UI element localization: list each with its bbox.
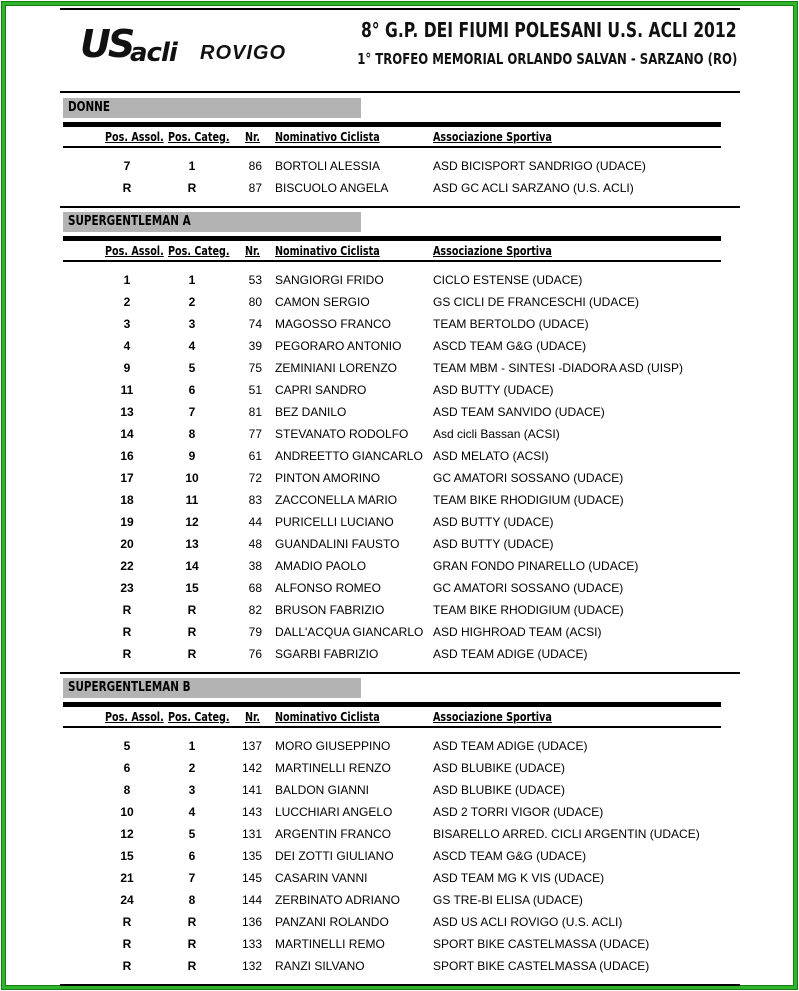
table-row — [60, 534, 740, 556]
table-row — [60, 156, 740, 178]
pos-assol-cell: 11 — [120, 383, 134, 397]
rider-name-cell: DALL'ACQUA GIANCARLO — [275, 625, 424, 639]
rider-name-cell: SGARBI FABRIZIO — [275, 647, 379, 661]
column-header-pos-assol: Pos. Assol. — [105, 130, 164, 144]
pos-assol-cell: 22 — [120, 559, 134, 573]
team-cell: TEAM BERTOLDO (UDACE) — [433, 317, 589, 331]
bib-number-cell: 133 — [241, 937, 262, 951]
table-row — [60, 270, 740, 292]
table-row — [60, 934, 740, 956]
table-row — [60, 314, 740, 336]
team-cell: GC AMATORI SOSSANO (UDACE) — [433, 581, 624, 595]
category-bar — [63, 212, 361, 232]
table-row — [60, 512, 740, 534]
table-row — [60, 578, 740, 600]
table-row — [60, 758, 740, 780]
team-cell: ASD HIGHROAD TEAM (ACSI) — [433, 625, 602, 639]
table-row — [60, 802, 740, 824]
header-thick-rule — [63, 702, 721, 707]
table-row — [60, 600, 740, 622]
bib-number-cell: 77 — [248, 427, 262, 441]
pos-assol-cell: 1 — [123, 273, 131, 287]
pos-categ-cell: 1 — [188, 739, 196, 753]
pos-assol-cell: 12 — [120, 827, 134, 841]
category-bar — [63, 678, 361, 698]
pos-categ-cell: 7 — [188, 871, 196, 885]
bib-number-cell: 145 — [241, 871, 262, 885]
section-end-rule — [60, 984, 740, 986]
column-header-nominativo: Nominativo Ciclista — [275, 244, 380, 258]
table-row — [60, 336, 740, 358]
pos-categ-cell: 6 — [188, 849, 196, 863]
team-cell: ASD BICISPORT SANDRIGO (UDACE) — [433, 159, 646, 173]
table-row — [60, 912, 740, 934]
team-cell: SPORT BIKE CASTELMASSA (UDACE) — [433, 937, 650, 951]
rider-name-cell: STEVANATO RODOLFO — [275, 427, 409, 441]
rider-name-cell: BALDON GIANNI — [275, 783, 370, 797]
team-cell: ASD 2 TORRI VIGOR (UDACE) — [433, 805, 604, 819]
pos-categ-cell: 6 — [188, 383, 196, 397]
bib-number-cell: 144 — [241, 893, 262, 907]
bib-number-cell: 74 — [248, 317, 262, 331]
rider-name-cell: ANDREETTO GIANCARLO — [275, 449, 423, 463]
pos-assol-cell: 17 — [120, 471, 134, 485]
bib-number-cell: 141 — [241, 783, 262, 797]
pos-categ-cell: R — [187, 959, 197, 973]
rider-name-cell: BRUSON FABRIZIO — [275, 603, 385, 617]
pos-assol-cell: 4 — [123, 339, 131, 353]
pos-categ-cell: 11 — [185, 493, 199, 507]
team-cell: SPORT BIKE CASTELMASSA (UDACE) — [433, 959, 650, 973]
table-row — [60, 644, 740, 666]
column-header-associazione: Associazione Sportiva — [433, 130, 552, 144]
bib-number-cell: 142 — [241, 761, 262, 775]
rider-name-cell: MAGOSSO FRANCO — [275, 317, 392, 331]
pos-assol-cell: 3 — [123, 317, 131, 331]
logo-acli-text: acli — [130, 38, 177, 68]
pos-categ-cell: 1 — [188, 159, 196, 173]
pos-categ-cell: 3 — [188, 317, 196, 331]
pos-assol-cell: 14 — [120, 427, 134, 441]
rider-name-cell: ZERBINATO ADRIANO — [275, 893, 400, 907]
rider-name-cell: PURICELLI LUCIANO — [275, 515, 394, 529]
team-cell: ASD BLUBIKE (UDACE) — [433, 761, 566, 775]
table-row — [60, 490, 740, 512]
logo-us-text: US — [80, 22, 133, 66]
bib-number-cell: 135 — [241, 849, 262, 863]
pos-assol-cell: 19 — [120, 515, 134, 529]
city-label: ROVIGO — [200, 42, 287, 64]
pos-categ-cell: 2 — [188, 761, 196, 775]
table-row — [60, 556, 740, 578]
category-title: DONNE — [68, 100, 110, 115]
bib-number-cell: 80 — [248, 295, 262, 309]
table-row — [60, 890, 740, 912]
column-header-nominativo: Nominativo Ciclista — [275, 130, 380, 144]
team-cell: ASCD TEAM G&G (UDACE) — [433, 849, 587, 863]
team-cell: ASD TEAM MG K VIS (UDACE) — [433, 871, 605, 885]
pos-assol-cell: 8 — [123, 783, 131, 797]
rider-name-cell: MARTINELLI REMO — [275, 937, 385, 951]
table-row — [60, 780, 740, 802]
team-cell: Asd cicli Bassan (ACSI) — [433, 427, 560, 441]
top-rule — [60, 8, 740, 10]
pos-categ-cell: 9 — [188, 449, 196, 463]
column-header-pos-assol: Pos. Assol. — [105, 244, 164, 258]
bib-number-cell: 82 — [248, 603, 262, 617]
rider-name-cell: ZACCONELLA MARIO — [275, 493, 398, 507]
pos-categ-cell: 7 — [188, 405, 196, 419]
table-row — [60, 446, 740, 468]
rider-name-cell: ALFONSO ROMEO — [275, 581, 382, 595]
bib-number-cell: 39 — [248, 339, 262, 353]
table-row — [60, 424, 740, 446]
rider-name-cell: MARTINELLI RENZO — [275, 761, 391, 775]
table-row — [60, 824, 740, 846]
event-subtitle: 1° TROFEO MEMORIAL ORLANDO SALVAN - SARZANO (RO) — [356, 50, 737, 68]
pos-assol-cell: 6 — [123, 761, 131, 775]
rider-name-cell: GUANDALINI FAUSTO — [275, 537, 400, 551]
bib-number-cell: 72 — [248, 471, 262, 485]
team-cell: TEAM MBM - SINTESI -DIADORA ASD (UISP) — [433, 361, 684, 375]
pos-categ-cell: R — [187, 181, 197, 195]
pos-assol-cell: 10 — [120, 805, 134, 819]
pos-assol-cell: R — [122, 937, 132, 951]
pos-assol-cell: 13 — [120, 405, 134, 419]
header-rule — [60, 91, 740, 93]
pos-assol-cell: R — [122, 915, 132, 929]
rider-name-cell: RANZI SILVANO — [275, 959, 365, 973]
table-row — [60, 868, 740, 890]
column-header-pos-assol: Pos. Assol. — [105, 710, 164, 724]
section-end-rule — [60, 672, 740, 674]
column-header-nr: Nr. — [245, 130, 261, 144]
team-cell: TEAM BIKE RHODIGIUM (UDACE) — [433, 603, 624, 617]
pos-categ-cell: 5 — [188, 361, 196, 375]
bib-number-cell: 61 — [248, 449, 262, 463]
pos-categ-cell: 15 — [185, 581, 199, 595]
rider-name-cell: PEGORARO ANTONIO — [275, 339, 402, 353]
team-cell: ASD MELATO (ACSI) — [433, 449, 549, 463]
column-header-associazione: Associazione Sportiva — [433, 710, 552, 724]
bib-number-cell: 53 — [248, 273, 262, 287]
table-row — [60, 380, 740, 402]
bib-number-cell: 87 — [248, 181, 262, 195]
bib-number-cell: 79 — [248, 625, 262, 639]
bib-number-cell: 44 — [248, 515, 262, 529]
column-header-pos-categ: Pos. Categ. — [168, 130, 230, 144]
pos-assol-cell: 23 — [120, 581, 134, 595]
pos-assol-cell: 15 — [120, 849, 134, 863]
table-row — [60, 402, 740, 424]
team-cell: ASD BUTTY (UDACE) — [433, 383, 554, 397]
pos-assol-cell: 18 — [120, 493, 134, 507]
team-cell: ASCD TEAM G&G (UDACE) — [433, 339, 587, 353]
bib-number-cell: 83 — [248, 493, 262, 507]
rider-name-cell: SANGIORGI FRIDO — [275, 273, 384, 287]
rider-name-cell: DEI ZOTTI GIULIANO — [275, 849, 394, 863]
column-header-pos-categ: Pos. Categ. — [168, 244, 230, 258]
pos-assol-cell: R — [122, 603, 132, 617]
us-acli-logo — [80, 22, 190, 72]
bib-number-cell: 81 — [248, 405, 262, 419]
pos-categ-cell: R — [187, 647, 197, 661]
bib-number-cell: 137 — [241, 739, 262, 753]
pos-categ-cell: 10 — [185, 471, 199, 485]
team-cell: ASD TEAM ADIGE (UDACE) — [433, 739, 588, 753]
bib-number-cell: 131 — [241, 827, 262, 841]
table-row — [60, 468, 740, 490]
bib-number-cell: 86 — [248, 159, 262, 173]
pos-categ-cell: 4 — [188, 805, 196, 819]
pos-assol-cell: R — [122, 647, 132, 661]
table-row — [60, 178, 740, 200]
team-cell: ASD US ACLI ROVIGO (U.S. ACLI) — [433, 915, 623, 929]
pos-assol-cell: R — [122, 625, 132, 639]
table-row — [60, 622, 740, 644]
category-title: SUPERGENTLEMAN B — [68, 680, 191, 695]
column-header-pos-categ: Pos. Categ. — [168, 710, 230, 724]
rider-name-cell: ZEMINIANI LORENZO — [275, 361, 398, 375]
column-header-nominativo: Nominativo Ciclista — [275, 710, 380, 724]
table-row — [60, 846, 740, 868]
team-cell: ASD TEAM SANVIDO (UDACE) — [433, 405, 605, 419]
bib-number-cell: 132 — [241, 959, 262, 973]
pos-assol-cell: 9 — [123, 361, 131, 375]
pos-categ-cell: R — [187, 603, 197, 617]
team-cell: ASD TEAM ADIGE (UDACE) — [433, 647, 588, 661]
header-thick-rule — [63, 236, 721, 241]
pos-assol-cell: 20 — [120, 537, 134, 551]
team-cell: GC AMATORI SOSSANO (UDACE) — [433, 471, 624, 485]
bib-number-cell: 51 — [248, 383, 262, 397]
pos-categ-cell: 2 — [188, 295, 196, 309]
bib-number-cell: 143 — [241, 805, 262, 819]
bib-number-cell: 68 — [248, 581, 262, 595]
rider-name-cell: CAPRI SANDRO — [275, 383, 367, 397]
rider-name-cell: LUCCHIARI ANGELO — [275, 805, 393, 819]
pos-assol-cell: 24 — [120, 893, 134, 907]
pos-categ-cell: 8 — [188, 427, 196, 441]
pos-assol-cell: R — [122, 959, 132, 973]
team-cell: BISARELLO ARRED. CICLI ARGENTIN (UDACE) — [433, 827, 700, 841]
table-row — [60, 358, 740, 380]
pos-assol-cell: 5 — [123, 739, 131, 753]
team-cell: GRAN FONDO PINARELLO (UDACE) — [433, 559, 639, 573]
team-cell: ASD BUTTY (UDACE) — [433, 537, 554, 551]
team-cell: ASD BUTTY (UDACE) — [433, 515, 554, 529]
pos-categ-cell: 5 — [188, 827, 196, 841]
table-row — [60, 956, 740, 978]
bib-number-cell: 136 — [241, 915, 262, 929]
header-thin-rule — [63, 146, 721, 148]
rider-name-cell: PANZANI ROLANDO — [275, 915, 389, 929]
pos-assol-cell: 7 — [123, 159, 131, 173]
rider-name-cell: CAMON SERGIO — [275, 295, 370, 309]
section-end-rule — [60, 206, 740, 208]
rider-name-cell: BORTOLI ALESSIA — [275, 159, 380, 173]
category-title: SUPERGENTLEMAN A — [68, 214, 191, 229]
bib-number-cell: 48 — [248, 537, 262, 551]
bib-number-cell: 76 — [248, 647, 262, 661]
team-cell: TEAM BIKE RHODIGIUM (UDACE) — [433, 493, 624, 507]
pos-categ-cell: R — [187, 937, 197, 951]
pos-assol-cell: 21 — [120, 871, 134, 885]
team-cell: GS CICLI DE FRANCESCHI (UDACE) — [433, 295, 640, 309]
rider-name-cell: MORO GIUSEPPINO — [275, 739, 391, 753]
rider-name-cell: CASARIN VANNI — [275, 871, 368, 885]
pos-assol-cell: 16 — [120, 449, 134, 463]
team-cell: CICLO ESTENSE (UDACE) — [433, 273, 583, 287]
event-title: 8° G.P. DEI FIUMI POLESANI U.S. ACLI 2012 — [361, 18, 737, 42]
pos-categ-cell: 8 — [188, 893, 196, 907]
team-cell: ASD BLUBIKE (UDACE) — [433, 783, 566, 797]
pos-categ-cell: 12 — [185, 515, 199, 529]
header-thin-rule — [63, 260, 721, 262]
column-header-nr: Nr. — [245, 710, 261, 724]
rider-name-cell: BEZ DANILO — [275, 405, 347, 419]
rider-name-cell: AMADIO PAOLO — [275, 559, 367, 573]
table-row — [60, 292, 740, 314]
team-cell: GS TRE-BI ELISA (UDACE) — [433, 893, 583, 907]
column-header-associazione: Associazione Sportiva — [433, 244, 552, 258]
pos-categ-cell: R — [187, 625, 197, 639]
column-header-nr: Nr. — [245, 244, 261, 258]
rider-name-cell: PINTON AMORINO — [275, 471, 381, 485]
category-bar — [63, 98, 361, 118]
bib-number-cell: 75 — [248, 361, 262, 375]
pos-assol-cell: R — [122, 181, 132, 195]
header-thick-rule — [63, 122, 721, 127]
pos-categ-cell: 13 — [185, 537, 199, 551]
rider-name-cell: ARGENTIN FRANCO — [275, 827, 392, 841]
table-row — [60, 736, 740, 758]
pos-categ-cell: 4 — [188, 339, 196, 353]
pos-categ-cell: 1 — [188, 273, 196, 287]
bib-number-cell: 38 — [248, 559, 262, 573]
pos-categ-cell: 3 — [188, 783, 196, 797]
pos-categ-cell: R — [187, 915, 197, 929]
pos-assol-cell: 2 — [123, 295, 131, 309]
team-cell: ASD GC ACLI SARZANO (U.S. ACLI) — [433, 181, 634, 195]
rider-name-cell: BISCUOLO ANGELA — [275, 181, 389, 195]
pos-categ-cell: 14 — [185, 559, 199, 573]
header-thin-rule — [63, 726, 721, 728]
